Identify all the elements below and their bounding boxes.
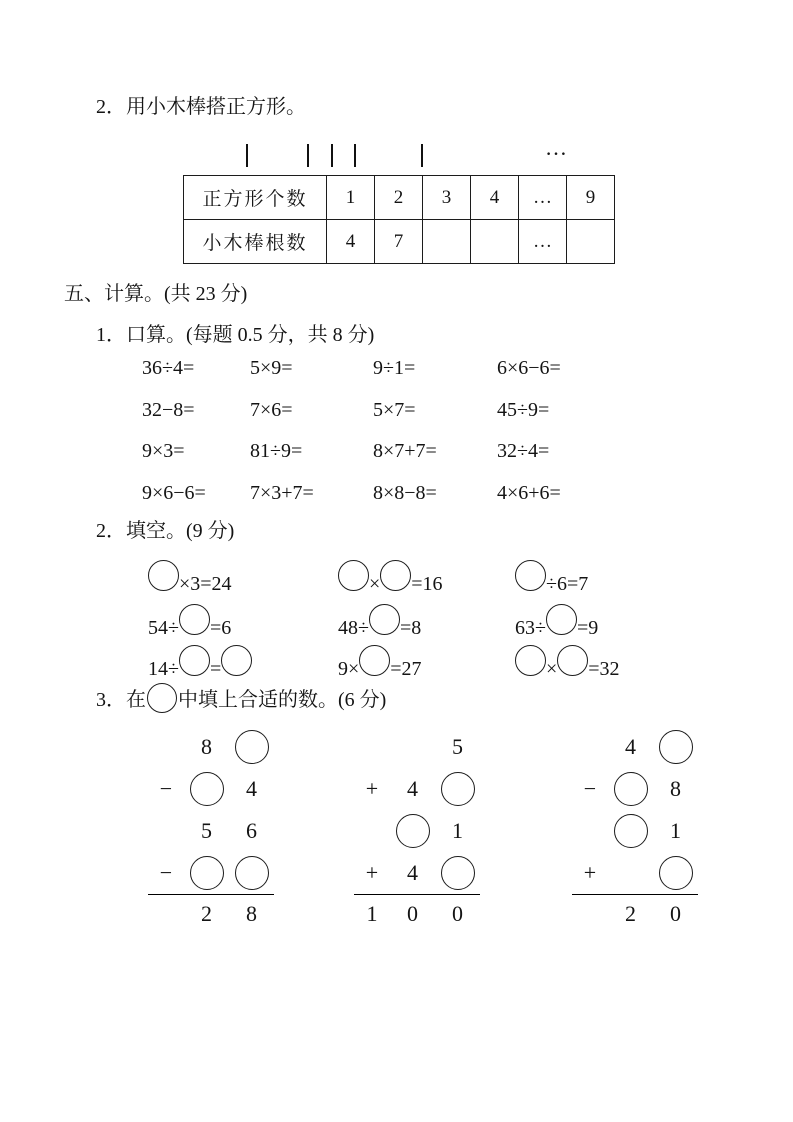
blank-circle (441, 772, 475, 806)
table-cell: 4 (327, 220, 375, 264)
blank-circle (190, 856, 224, 890)
digit-cell (229, 730, 274, 764)
digit-cell: 5 (201, 818, 212, 843)
vp-row (572, 768, 698, 810)
table-row (184, 176, 615, 220)
stick-icon (246, 144, 248, 167)
digit-cell (184, 856, 229, 890)
stick-icon (307, 144, 309, 167)
vp-row (354, 726, 480, 768)
table-cell-blank (423, 220, 471, 264)
table-cell: 2 (375, 176, 423, 220)
vp-row (148, 810, 274, 852)
fill-problem: 54÷ =6 (148, 603, 231, 641)
digit-cell (653, 856, 698, 890)
oral-problem: 7×6= (250, 398, 293, 421)
digit-cell: 4 (625, 734, 636, 759)
table-cell-blank (567, 220, 615, 264)
table-cell: … (519, 220, 567, 264)
oral-problem: 32÷4= (497, 440, 550, 463)
fill-problem: × =16 (338, 559, 443, 597)
fill-problem: 14÷ = (148, 644, 252, 682)
squares-table (183, 175, 615, 264)
digit-cell (435, 772, 480, 806)
fill-problem: × =32 (515, 644, 620, 682)
fill-blank-title: 2．填空。(9 分) (96, 520, 235, 542)
fill-problem: ×3=24 (148, 559, 232, 597)
table-cell: 3 (423, 176, 471, 220)
table-cell: 4 (471, 176, 519, 220)
blank-circle (179, 645, 210, 676)
digit-cell: 2 (201, 901, 212, 926)
vp-result-row (354, 894, 480, 933)
stick-icon (421, 144, 423, 167)
fill-problem: 48÷ =8 (338, 603, 421, 641)
table-cell-blank (471, 220, 519, 264)
blank-circle (380, 560, 411, 591)
fill-problem: 9× =27 (338, 644, 422, 682)
blank-circle (148, 560, 179, 591)
table-cell: 1 (327, 176, 375, 220)
oral-problem: 4×6+6= (497, 481, 561, 504)
oral-problem: 81÷9= (250, 440, 303, 463)
oral-problem: 6×6−6= (497, 357, 561, 380)
vp-row (354, 810, 480, 852)
blank-circle (369, 604, 400, 635)
digit-cell: 5 (452, 734, 463, 759)
digit-cell (608, 772, 653, 806)
blank-circle (515, 560, 546, 591)
digit-cell: 0 (670, 901, 681, 926)
vp-row (572, 810, 698, 852)
digit-cell: 6 (246, 818, 257, 843)
digit-cell: 2 (625, 901, 636, 926)
table-cell: 7 (375, 220, 423, 264)
vp-result-row (572, 894, 698, 933)
table-cell: 9 (567, 176, 615, 220)
digit-cell (390, 814, 435, 848)
digit-cell: 4 (246, 776, 257, 801)
blank-circle (359, 645, 390, 676)
blank-circle (515, 645, 546, 676)
digit-cell: 8 (246, 901, 257, 926)
vp-row (148, 852, 274, 894)
oral-problem: 8×7+7= (373, 440, 437, 463)
blank-circle (614, 814, 648, 848)
digit-cell (653, 730, 698, 764)
digit-cell: 0 (452, 901, 463, 926)
blank-circle (659, 856, 693, 890)
vertical-problem-3 (572, 726, 698, 933)
blank-circle (659, 730, 693, 764)
digit-cell: 1 (452, 818, 463, 843)
table-row (184, 220, 615, 264)
digit-cell (435, 856, 480, 890)
ellipsis-icon: … (545, 135, 569, 160)
oral-problem: 36÷4= (142, 357, 195, 380)
digit-cell: 0 (407, 901, 418, 926)
blank-circle (179, 604, 210, 635)
sign-cell: + (365, 860, 379, 885)
sign-cell: − (159, 860, 173, 885)
oral-problem: 9×3= (142, 440, 185, 463)
blank-circle (557, 645, 588, 676)
sign-cell: − (583, 776, 597, 801)
stick-icon (354, 144, 356, 167)
blank-circle (190, 772, 224, 806)
fill-problem: 63÷ =9 (515, 603, 598, 641)
digit-cell: 4 (407, 776, 418, 801)
blank-circle (221, 645, 252, 676)
digit-cell: 8 (201, 734, 212, 759)
q3-title: 3．在 中填上合适的数。(6 分) (96, 683, 386, 717)
oral-problem: 9×6−6= (142, 481, 206, 504)
blank-circle (235, 730, 269, 764)
sign-cell: − (159, 776, 173, 801)
digit-cell (184, 772, 229, 806)
vp-row (148, 726, 274, 768)
vertical-problem-2 (354, 726, 480, 933)
oral-problem: 45÷9= (497, 398, 550, 421)
vp-row (354, 768, 480, 810)
oral-calc-title: 1．口算。(每题 0.5 分，共 8 分) (96, 324, 375, 346)
blank-circle (614, 772, 648, 806)
oral-calc-grid (142, 348, 657, 514)
blank-circle (235, 856, 269, 890)
section-5-title: 五、计算。(共 23 分) (64, 283, 248, 305)
vp-row (354, 852, 480, 894)
blank-circle (338, 560, 369, 591)
digit-cell: 1 (366, 901, 378, 926)
oral-problem: 9÷1= (373, 357, 416, 380)
circle-icon (147, 683, 177, 713)
row-header: 正方形个数 (184, 176, 327, 220)
oral-problem: 5×9= (250, 357, 293, 380)
digit-cell: 8 (670, 776, 681, 801)
oral-problem: 8×8−8= (373, 481, 437, 504)
oral-problem: 32−8= (142, 398, 195, 421)
vp-result-row (148, 894, 274, 933)
digit-cell: 1 (670, 818, 681, 843)
fill-problem: ÷6=7 (515, 559, 588, 597)
oral-problem: 5×7= (373, 398, 416, 421)
problem-2-title: 2．用小木棒搭正方形。 (96, 96, 306, 118)
vp-row (148, 768, 274, 810)
digit-cell: 4 (407, 860, 418, 885)
sign-cell: + (365, 776, 379, 801)
blank-circle (441, 856, 475, 890)
vp-row (572, 726, 698, 768)
stick-icon (331, 144, 333, 167)
digit-cell (229, 856, 274, 890)
vertical-problem-1 (148, 726, 274, 933)
table-cell: … (519, 176, 567, 220)
blank-circle (396, 814, 430, 848)
blank-circle (546, 604, 577, 635)
sign-cell: + (583, 860, 597, 885)
vp-row (572, 852, 698, 894)
oral-problem: 7×3+7= (250, 481, 314, 504)
row-header: 小木棒根数 (184, 220, 327, 264)
digit-cell (608, 814, 653, 848)
